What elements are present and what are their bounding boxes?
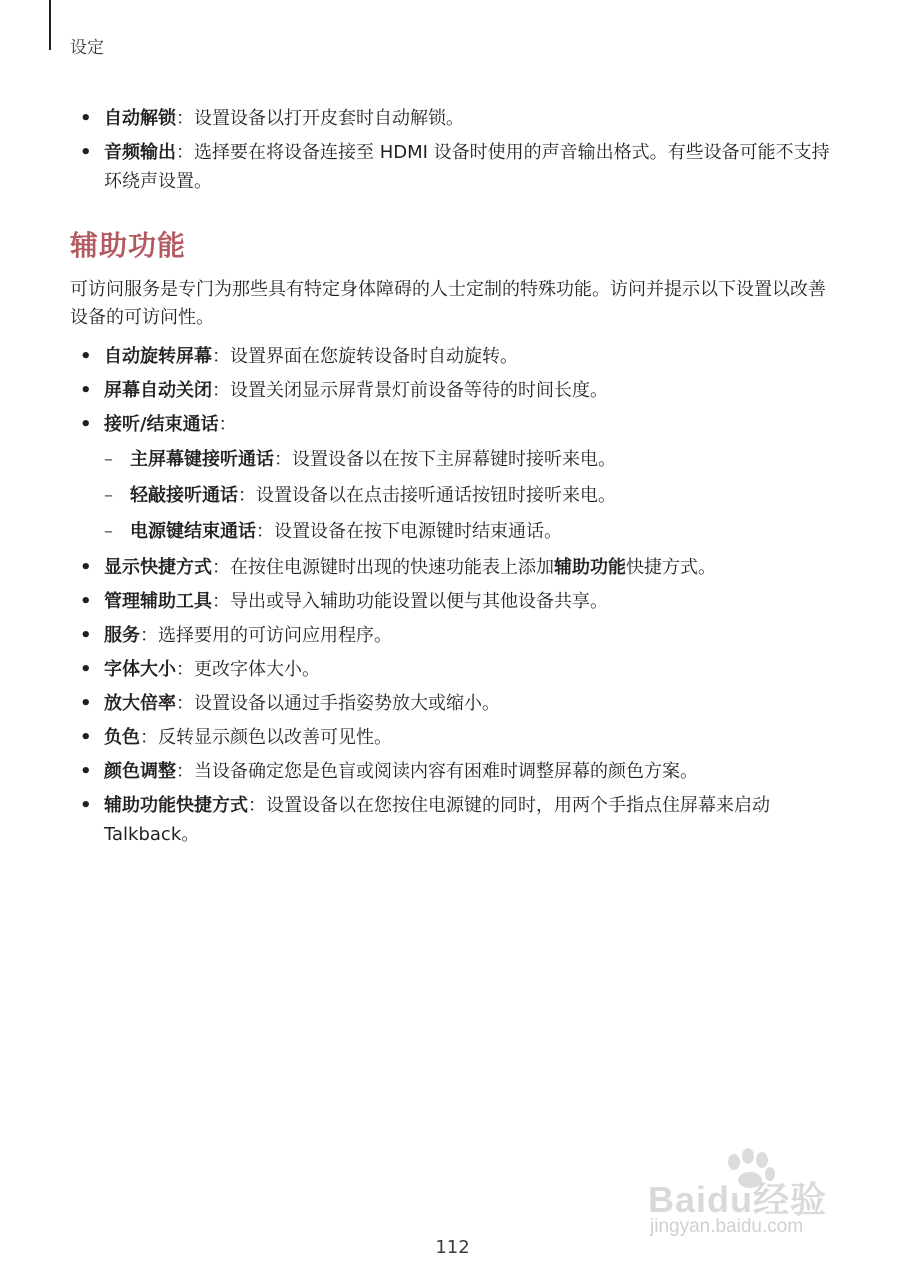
item-term: 电源键结束通话 [130, 521, 256, 542]
accessibility-list [70, 342, 840, 849]
item-text: ：反转显示颜色以改善可见性。 [140, 727, 392, 748]
sub-list-item [104, 517, 840, 546]
item-term: 接听/结束通话 [104, 414, 219, 435]
item-text: ：设置界面在您旋转设备时自动旋转。 [212, 346, 518, 367]
sub-list-item [104, 445, 840, 474]
list-item [70, 553, 840, 582]
list-item [70, 723, 840, 752]
bullet-icon: • [80, 693, 92, 714]
item-term: 字体大小 [104, 659, 176, 680]
bullet-icon: • [80, 414, 92, 435]
bullet-icon: • [80, 557, 92, 578]
item-text: ：设置设备以在您按住电源键的同时，用两个手指点住屏幕来启动 Talkback。 [104, 795, 770, 845]
item-text: ：选择要用的可访问应用程序。 [140, 625, 392, 646]
bullet-icon: • [80, 761, 92, 782]
item-text: ：设置设备在按下电源键时结束通话。 [256, 521, 562, 542]
item-text: ：设置设备以在点击接听通话按钮时接听来电。 [238, 485, 616, 506]
item-term: 颜色调整 [104, 761, 176, 782]
bullet-icon: • [80, 795, 92, 816]
section-title: 辅助功能 [70, 229, 187, 262]
bullet-icon: • [80, 142, 92, 163]
section-label: 设定 [70, 38, 104, 58]
list-item [70, 410, 840, 546]
item-term: 负色 [104, 727, 140, 748]
item-term: 主屏幕键接听通话 [130, 449, 274, 470]
list-item [70, 655, 840, 684]
item-text: ：当设备确定您是色盲或阅读内容有困难时调整屏幕的颜色方案。 [176, 761, 698, 782]
baidu-watermark [640, 1148, 850, 1248]
bullet-icon: • [80, 727, 92, 748]
item-term: 放大倍率 [104, 693, 176, 714]
item-text: ：设置设备以打开皮套时自动解锁。 [176, 108, 464, 129]
item-text: ：更改字体大小。 [176, 659, 320, 680]
item-term: 自动旋转屏幕 [104, 346, 212, 367]
watermark-brand: Baidu经验 [648, 1179, 828, 1220]
bullet-icon: • [80, 625, 92, 646]
item-text: ：设置关闭显示屏背景灯前设备等待的时间长度。 [212, 380, 608, 401]
bullet-icon: • [80, 108, 92, 129]
top-list [70, 104, 840, 196]
section-intro: 可访问服务是专门为那些具有特定身体障碍的人士定制的特殊功能。访问并提示以下设置以改善设备的可访问性。 [70, 279, 826, 328]
item-term: 轻敲接听通话 [130, 485, 238, 506]
list-item [70, 757, 840, 786]
list-item [70, 621, 840, 650]
list-item [70, 138, 840, 196]
header-rule [49, 0, 51, 50]
page-number: 112 [435, 1237, 470, 1258]
item-term: 辅助功能快捷方式 [104, 795, 248, 816]
list-item [70, 376, 840, 405]
item-term: 屏幕自动关闭 [104, 380, 212, 401]
dash-icon: – [104, 521, 113, 542]
sub-list-item [104, 481, 840, 510]
item-term: 服务 [104, 625, 140, 646]
item-text: ：设置设备以在按下主屏幕键时接听来电。 [274, 449, 616, 470]
item-text: ： [218, 414, 237, 435]
page-content [70, 104, 840, 854]
bullet-icon: • [80, 659, 92, 680]
list-item [70, 689, 840, 718]
item-term: 管理辅助工具 [104, 591, 212, 612]
item-term: 音频输出 [104, 142, 176, 163]
dash-icon: – [104, 485, 113, 506]
list-item [70, 342, 840, 371]
list-item [70, 104, 840, 133]
inline-term: 辅助功能 [554, 557, 626, 578]
item-text: 快捷方式。 [626, 557, 716, 578]
item-text: ：导出或导入辅助功能设置以便与其他设备共享。 [212, 591, 608, 612]
dash-icon: – [104, 449, 113, 470]
item-text: ：设置设备以通过手指姿势放大或缩小。 [176, 693, 500, 714]
list-item [70, 791, 840, 849]
item-term: 自动解锁 [104, 108, 176, 129]
item-text: ：在按住电源键时出现的快速功能表上添加 [212, 557, 554, 578]
item-term: 显示快捷方式 [104, 557, 212, 578]
list-item [70, 587, 840, 616]
sub-list [104, 445, 840, 546]
watermark-url: jingyan.baidu.com [650, 1216, 804, 1237]
bullet-icon: • [80, 380, 92, 401]
item-text: ：选择要在将设备连接至 HDMI 设备时使用的声音输出格式。有些设备可能不支持环绕声设置。 [104, 142, 830, 192]
bullet-icon: • [80, 346, 92, 367]
bullet-icon: • [80, 591, 92, 612]
